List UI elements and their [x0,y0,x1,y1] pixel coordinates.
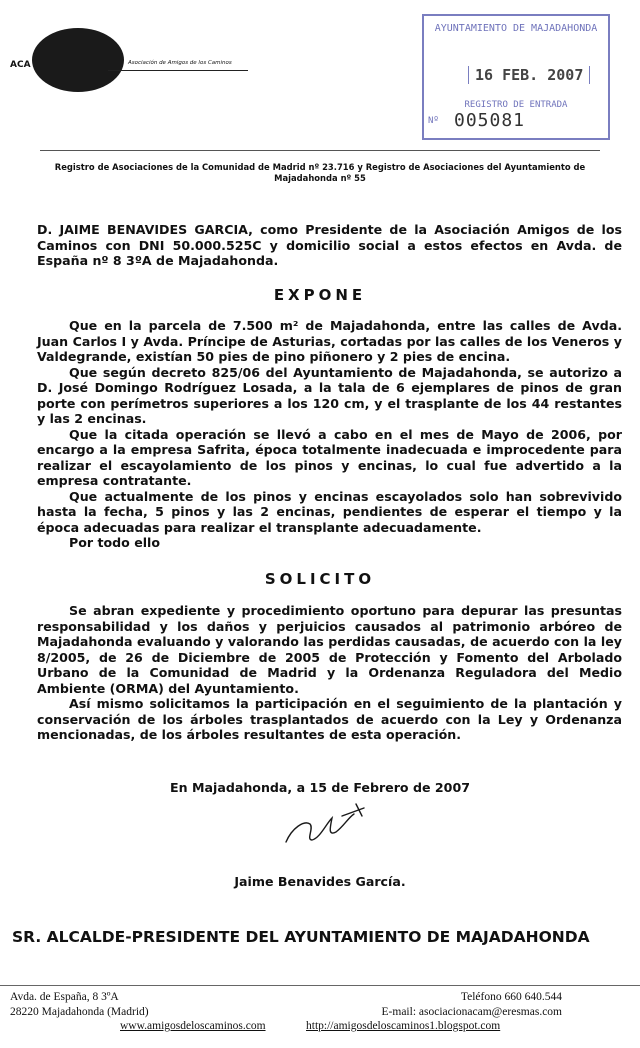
footer-address [10,990,149,1020]
stamp-number-prefix: Nº [428,116,439,126]
stamp-number: 005081 [454,110,526,131]
solicito-paragraph: Así mismo solicitamos la participación en el seguimiento de la plantación y conservación de los árboles trasplantados de acuerdo con la Ley y Ordenanza mencionadas, de los árboles resultantes de esta operación. [37,696,622,742]
logo-underline [108,70,248,71]
place-and-date: En Majadahonda, a 15 de Febrero de 2007 [170,780,470,795]
footer-email[interactable]: E-mail: asociacionacam@eresmas.com [381,1006,562,1018]
footer-phone: Teléfono 660 640.544 [460,991,562,1003]
stamp-date: 16 FEB. 2007 [468,66,590,84]
expone-paragraph: Que según decreto 825/06 del Ayuntamiento de Majadahonda, se autorizo a D. José Domingo Rodríguez Losada, a la tala de 6 ejemplares de pinos de gran porte con perímetros superiores a los 120 cm, y el trasplante de los 44 restantes y las 2 encinas. [37,364,622,426]
footer-divider [0,985,640,986]
expone-paragraph: Que la citada operación se llevó a cabo en el mes de Mayo de 2006, por encargo a la empresa Safrita, época totalmente inadecuada e improcedente para realizar el escayolamiento de los pinos y encinas, lo cual fue advertido a la empresa contratante. [37,426,622,488]
expone-heading: EXPONE [273,286,367,304]
intro-paragraph: D. JAIME BENAVIDES GARCIA, como Presidente de la Asociación Amigos de los Caminos con DNI 50.000.525C y domicilio social a estos efectos en Avda. de España nº 8 3ºA de Majadahonda. [37,222,622,268]
stamp-registry-label: REGISTRO DE ENTRADA [464,100,568,110]
footer-address-line: Avda. de España, 8 3ºA [10,991,119,1003]
stamp-title: AYUNTAMIENTO DE MAJADAHONDA [434,23,598,34]
intro-block [37,222,622,269]
logo-acronym: ACA [10,60,31,70]
footer-contact [382,990,562,1020]
logo-emblem-icon [32,28,124,92]
handwritten-signature [282,798,382,850]
registry-line: Registro de Asociaciones de la Comunidad de Madrid nº 23.716 y Registro de Asociaciones del Ayuntamiento de Majadahonda nº 55 [54,162,586,183]
footer-blog-link[interactable]: http://amigosdeloscaminos1.blogspot.com [306,1020,501,1032]
registry-stamp [422,14,610,140]
signer-name: Jaime Benavides García. [234,874,406,889]
expone-paragraph: Que actualmente de los pinos y encinas escayolados solo han sobrevivido hasta la fecha, 5 pinos y las 2 encinas, pendientes de esperar el tiempo y la época adecuadas para realizar el transplante adecuadamente. [37,488,622,535]
solicito-heading: SOLICITO [264,570,376,588]
solicito-paragraph: Se abran expediente y procedimiento oportuno para depurar las presuntas responsabilidad y los daños y perjuicios causados al patrimonio arbóreo de Majadahonda evaluando y valorando las perdidas causadas, de acuerdo con la ley 8/2005, de 26 de Diciembre de 2005 de Protección y Fomento del Arbolado Urbano de la Comunidad de Madrid y la Ordenanza Reguladora del Medio Ambiente (ORMA) del Ayuntamiento. [37,603,622,696]
footer-address-line: 28220 Majadahonda (Madrid) [10,1006,149,1018]
footer-website-link[interactable]: www.amigosdeloscaminos.com [120,1020,266,1032]
solicito-section [37,603,622,743]
association-logo [10,28,250,98]
expone-section [37,318,622,551]
expone-paragraph: Por todo ello [69,535,161,550]
recipient: SR. ALCALDE-PRESIDENTE DEL AYUNTAMIENTO DE MAJADAHONDA [12,928,590,946]
expone-paragraph: Que en la parcela de 7.500 m² de Majadahonda, entre las calles de Avda. Juan Carlos I y Avda. Príncipe de Asturias, cortadas por las calles de los Veneros y Valdegrande, existían 50 pies de pino piñonero y 2 pies de encina. [37,318,622,364]
logo-tagline: Asociación de Amigos de los Caminos [128,60,232,66]
header-divider [40,150,600,151]
